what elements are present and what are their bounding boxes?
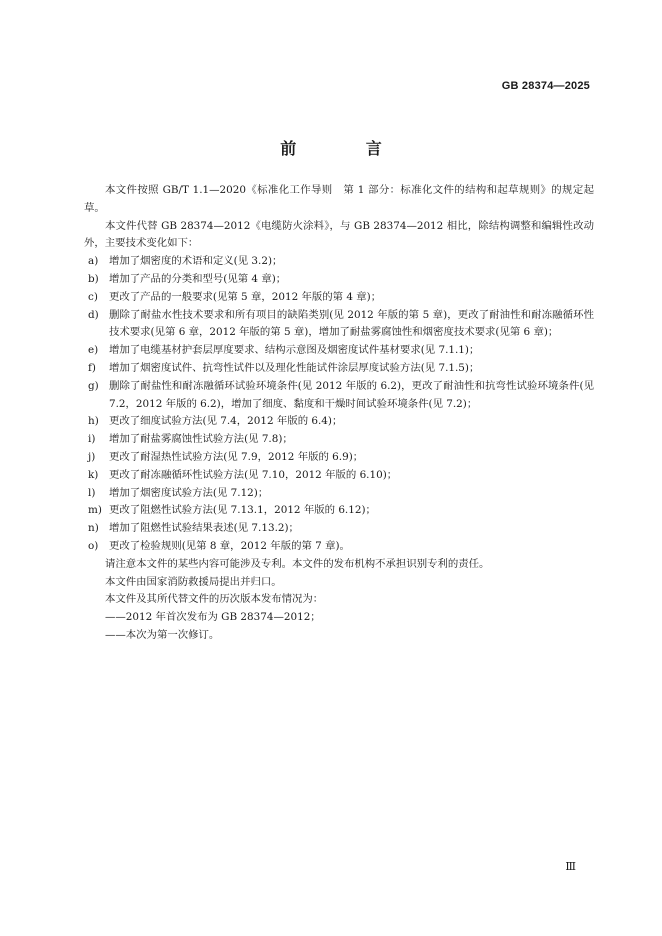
- list-text: 更改了检验规则(见第 8 章，2012 年版的第 7 章)。: [109, 539, 350, 552]
- patent-notice: 请注意本文件的某些内容可能涉及专利。本文件的发布机构不承担识别专利的责任。: [105, 557, 490, 570]
- list-text: 增加了产品的分类和型号(见第 4 章)；: [109, 272, 287, 285]
- list-marker: m): [88, 504, 102, 517]
- foreword-body: [84, 182, 594, 645]
- list-marker: d): [88, 308, 99, 321]
- list-marker: o): [88, 539, 99, 552]
- list-marker: c): [88, 290, 98, 303]
- list-item: [84, 449, 594, 467]
- list-item: [84, 413, 594, 431]
- list-text: 增加了电缆基材护套层厚度要求、结构示意图及烟密度试件基材要求(见 7.1.1)；: [109, 344, 480, 357]
- page-number: Ⅲ: [565, 860, 576, 873]
- list-item: [84, 253, 594, 271]
- list-item: [84, 360, 594, 378]
- history-item-2: ——本次为第一次修订。: [105, 628, 220, 641]
- standard-number: GB 28374—2025: [501, 80, 590, 92]
- list-text: 更改了耐冻融循环性试验方法(见 7.10，2012 年版的 6.10)；: [109, 468, 398, 481]
- history-item-1: ——2012 年首次发布为 GB 28374—2012；: [105, 611, 321, 624]
- list-item: [84, 485, 594, 503]
- intro-paragraph-drafting-rules: 本文件按照 GB/T 1.1—2020《标准化工作导则 第 1 部分：标准化文件的结构和起草规则》的规定起草。: [84, 184, 594, 214]
- list-text: 增加了耐盐雾腐蚀性试验方法(见 7.8)；: [109, 433, 293, 446]
- changes-list: [84, 253, 594, 556]
- list-text: 增加了烟密度的术语和定义(见 3.2)；: [109, 255, 283, 268]
- list-text: 删除了耐盐性和耐冻融循环试验环境条件(见 2012 年版的 6.2)，更改了耐油性和抗弯性试验环境条件(见 7.2，2012 年版的 6.2)，增加了细度、黏度和干燥时间试验环境条件(见 7.2)；: [109, 379, 594, 410]
- list-item: [84, 378, 594, 414]
- list-item: [84, 307, 594, 343]
- list-text: 更改了阻燃性试验方法(见 7.13.1，2012 年版的 6.12)；: [109, 504, 376, 517]
- list-item: [84, 538, 594, 556]
- list-marker: l): [88, 486, 96, 499]
- history-intro: 本文件及其所代替文件的历次版本发布情况为：: [105, 593, 324, 606]
- list-marker: f): [88, 361, 96, 374]
- list-item: [84, 271, 594, 289]
- list-item: [84, 342, 594, 360]
- list-marker: g): [88, 379, 99, 392]
- intro-paragraph-replacement: 本文件代替 GB 28374—2012《电缆防火涂料》，与 GB 28374—2012 相比，除结构调整和编辑性改动外，主要技术变化如下：: [84, 219, 594, 250]
- list-marker: n): [88, 522, 99, 535]
- list-marker: i): [88, 433, 96, 446]
- list-marker: j): [88, 450, 96, 463]
- list-text: 增加了阻燃性试验结果表述(见 7.13.2)；: [109, 522, 299, 535]
- list-text: 删除了耐盐水性技术要求和所有项目的缺陷类别(见 2012 年版的第 5 章)，更改了耐油性和耐冻融循环性技术要求(见第 6 章，2012 年版的第 5 章)，增加了耐盐雾腐蚀性和烟密度技术要求(见第 6 章)；: [109, 308, 594, 339]
- list-text: 增加了烟密度试验方法(见 7.12)；: [109, 486, 269, 499]
- list-item: [84, 431, 594, 449]
- list-item: [84, 520, 594, 538]
- page-title: 前 言: [280, 139, 414, 158]
- list-marker: b): [88, 272, 99, 285]
- list-text: 增加了烟密度试件、抗弯性试件以及理化性能试件涂层厚度试验方法(见 7.1.5)；: [109, 361, 480, 374]
- list-item: [84, 467, 594, 485]
- list-marker: e): [88, 344, 99, 357]
- authority-statement: 本文件由国家消防救援局提出并归口。: [105, 575, 282, 588]
- list-marker: h): [88, 415, 99, 428]
- list-text: 更改了细度试验方法(见 7.4，2012 年版的 6.4)；: [109, 415, 343, 428]
- list-marker: a): [88, 255, 99, 268]
- list-text: 更改了耐湿热性试验方法(见 7.9，2012 年版的 6.9)；: [109, 450, 364, 463]
- list-item: [84, 289, 594, 307]
- list-marker: k): [88, 468, 99, 481]
- list-item: [84, 502, 594, 520]
- list-text: 更改了产品的一般要求(见第 5 章，2012 年版的第 4 章)；: [109, 290, 382, 303]
